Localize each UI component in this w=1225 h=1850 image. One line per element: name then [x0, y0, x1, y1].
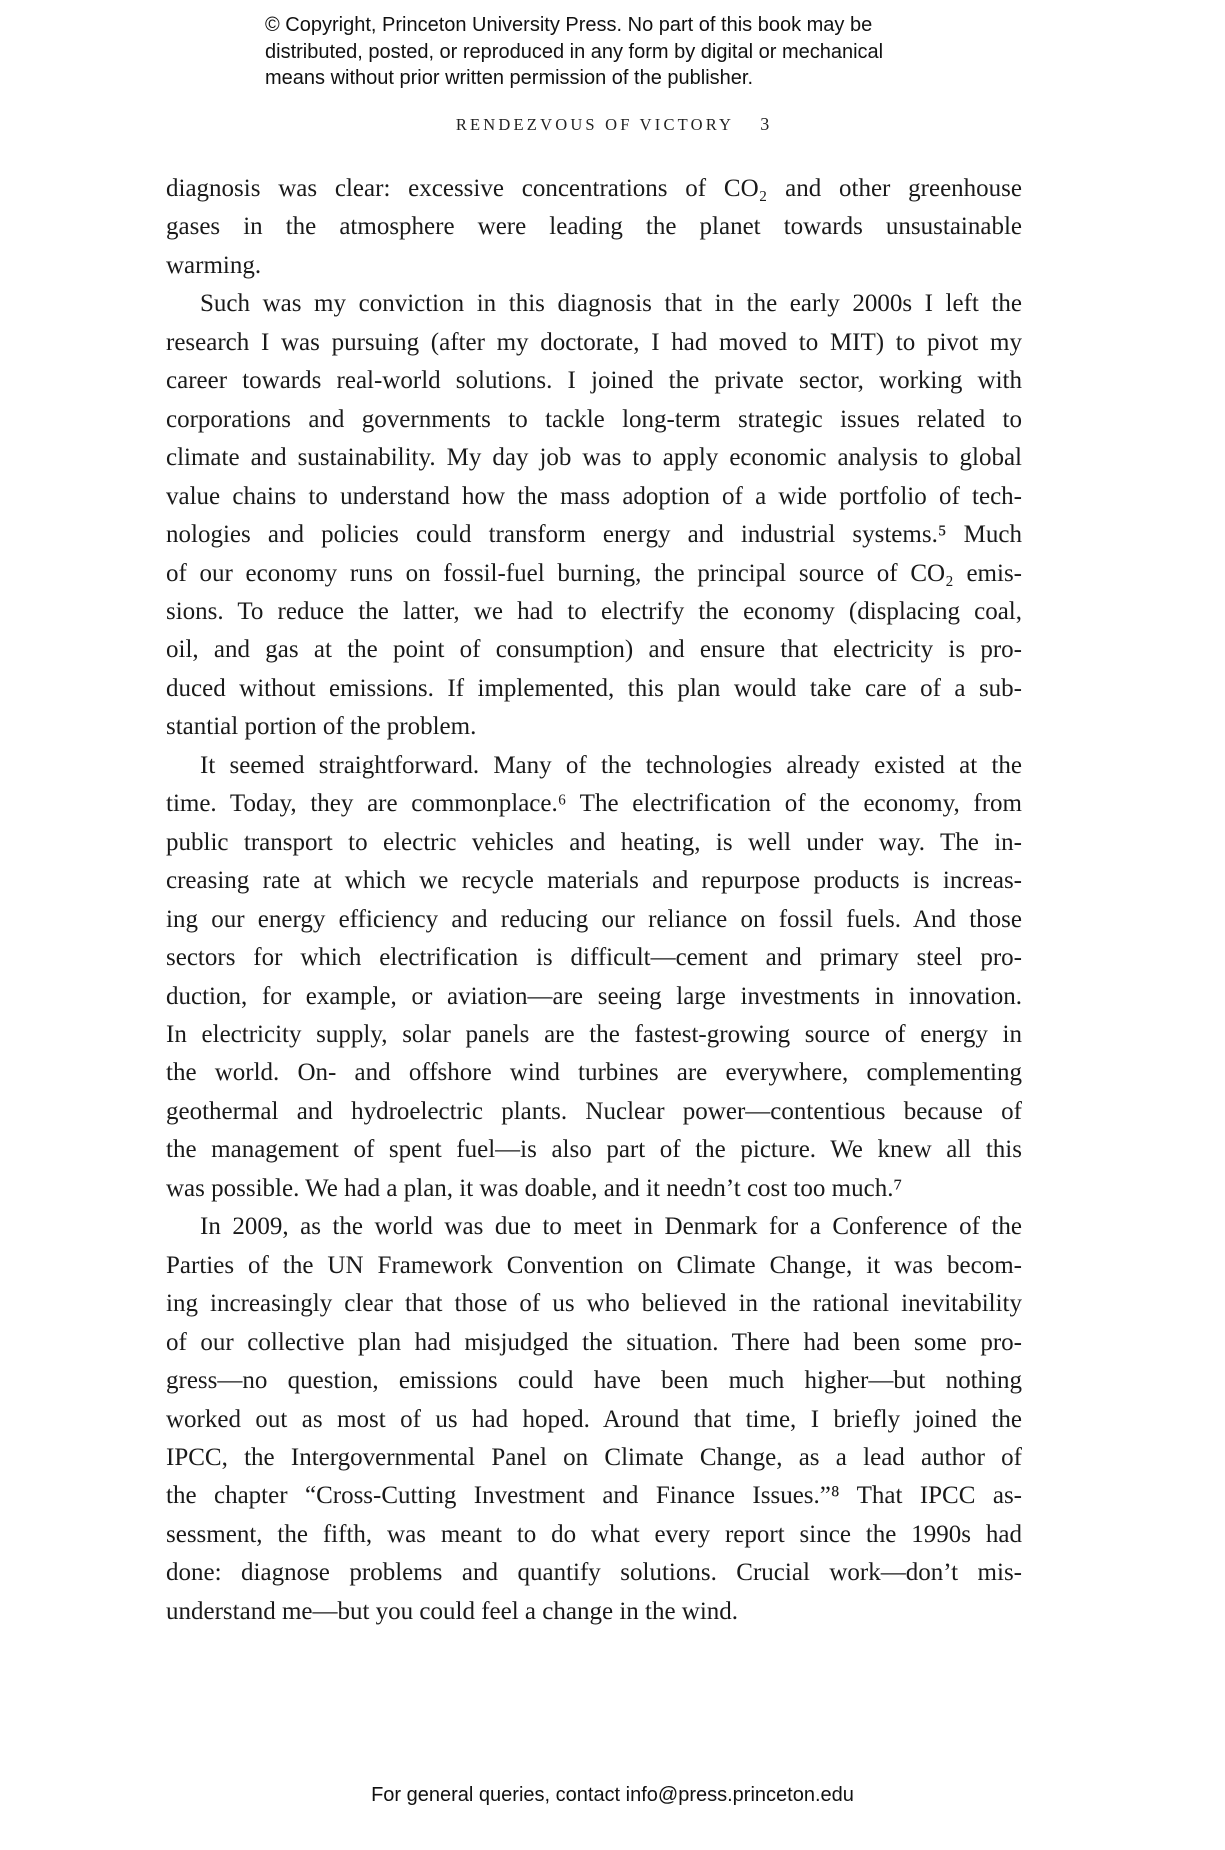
text-line: Parties of the UN Framework Convention on Climate Change, it was becom-	[166, 1251, 1022, 1279]
text-line: Such was my conviction in this diagnosis that in the early 2000s I left the	[200, 290, 1022, 318]
text-line: worked out as most of us had hoped. Around that time, I briefly joined the	[166, 1405, 1022, 1433]
text-line: understand me—but you could feel a change in the wind.	[166, 1597, 739, 1625]
text-line: research I was pursuing (after my doctorate, I had moved to MIT) to pivot my	[166, 328, 1022, 356]
text-line: gress—no question, emissions could have been much higher—but nothing	[166, 1367, 1022, 1395]
text-line: the chapter “Cross-Cutting Investment and Finance Issues.”⁸ That IPCC as-	[166, 1482, 1022, 1510]
text-line: sectors for which electrification is difficult—cement and primary steel pro-	[166, 944, 1022, 972]
text-line: done: diagnose problems and quantify solutions. Crucial work—don’t mis-	[166, 1559, 1022, 1587]
text-line: gases in the atmosphere were leading the planet towards unsustainable	[166, 213, 1022, 241]
text-line: In electricity supply, solar panels are the fastest-growing source of energy in	[166, 1020, 1022, 1048]
text-line: oil, and gas at the point of consumption) and ensure that electricity is pro-	[166, 636, 1022, 664]
text-line: duction, for example, or aviation—are seeing large investments in innovation.	[166, 982, 1022, 1010]
paragraph	[166, 170, 1022, 285]
text-line: diagnosis was clear: excessive concentrations of CO₂ and other greenhouse	[166, 175, 1022, 202]
text-line: time. Today, they are commonplace.⁶ The electrification of the economy, from	[166, 790, 1022, 818]
text-line: ing increasingly clear that those of us who believed in the rational inevitability	[166, 1290, 1022, 1318]
body-text	[166, 170, 1022, 1631]
text-line: the world. On- and offshore wind turbines are everywhere, complementing	[166, 1059, 1022, 1087]
paragraph	[166, 747, 1022, 1208]
text-line: the management of spent fuel—is also part of the picture. We knew all this	[166, 1136, 1022, 1164]
text-line: climate and sustainability. My day job was to apply economic analysis to global	[166, 444, 1022, 472]
text-line: geothermal and hydroelectric plants. Nuclear power—contentious because of	[166, 1097, 1022, 1125]
text-line: career towards real-world solutions. I joined the private sector, working with	[166, 367, 1022, 395]
running-head	[0, 114, 1225, 135]
text-line: was possible. We had a plan, it was doable, and it needn’t cost too much.⁷	[166, 1174, 903, 1202]
copyright-line: means without prior written permission of the publisher.	[265, 67, 754, 89]
text-line: It seemed straightforward. Many of the technologies already existed at the	[200, 751, 1022, 779]
text-line: sessment, the fifth, was meant to do what every report since the 1990s had	[166, 1520, 1022, 1548]
copyright-line: © Copyright, Princeton University Press. No part of this book may be	[265, 14, 873, 36]
text-line: In 2009, as the world was due to meet in Denmark for a Conference of the	[200, 1213, 1022, 1241]
text-line: IPCC, the Intergovernmental Panel on Climate Change, as a lead author of	[166, 1443, 1022, 1471]
text-line: nologies and policies could transform energy and industrial systems.⁵ Much	[166, 521, 1022, 549]
text-line: corporations and governments to tackle long-term strategic issues related to	[166, 405, 1022, 433]
text-line: ing our energy efficiency and reducing our reliance on fossil fuels. And those	[166, 905, 1022, 933]
copyright-line: distributed, posted, or reproduced in any form by digital or mechanical	[265, 40, 884, 63]
footer-contact: For general queries, contact info@press.princeton.edu	[371, 1784, 854, 1806]
text-line: of our collective plan had misjudged the situation. There had been some pro-	[166, 1328, 1022, 1356]
text-line: duced without emissions. If implemented, this plan would take care of a sub-	[166, 674, 1022, 702]
text-line: sions. To reduce the latter, we had to electrify the economy (displacing coal,	[166, 597, 1022, 625]
page-number: 3	[760, 114, 770, 134]
text-line: creasing rate at which we recycle materials and repurpose products is increas-	[166, 867, 1022, 895]
paragraph	[166, 1208, 1022, 1631]
text-line: of our economy runs on fossil-fuel burning, the principal source of CO₂ emis-	[166, 559, 1022, 587]
text-line: stantial portion of the problem.	[166, 713, 477, 741]
running-head-title: RENDEZVOUS OF VICTORY	[455, 115, 735, 134]
text-line: value chains to understand how the mass adoption of a wide portfolio of tech-	[166, 482, 1022, 510]
copyright-notice	[265, 12, 985, 92]
paragraph	[166, 285, 1022, 746]
text-line: public transport to electric vehicles and heating, is well under way. The in-	[166, 828, 1022, 856]
text-line: warming.	[166, 251, 262, 279]
